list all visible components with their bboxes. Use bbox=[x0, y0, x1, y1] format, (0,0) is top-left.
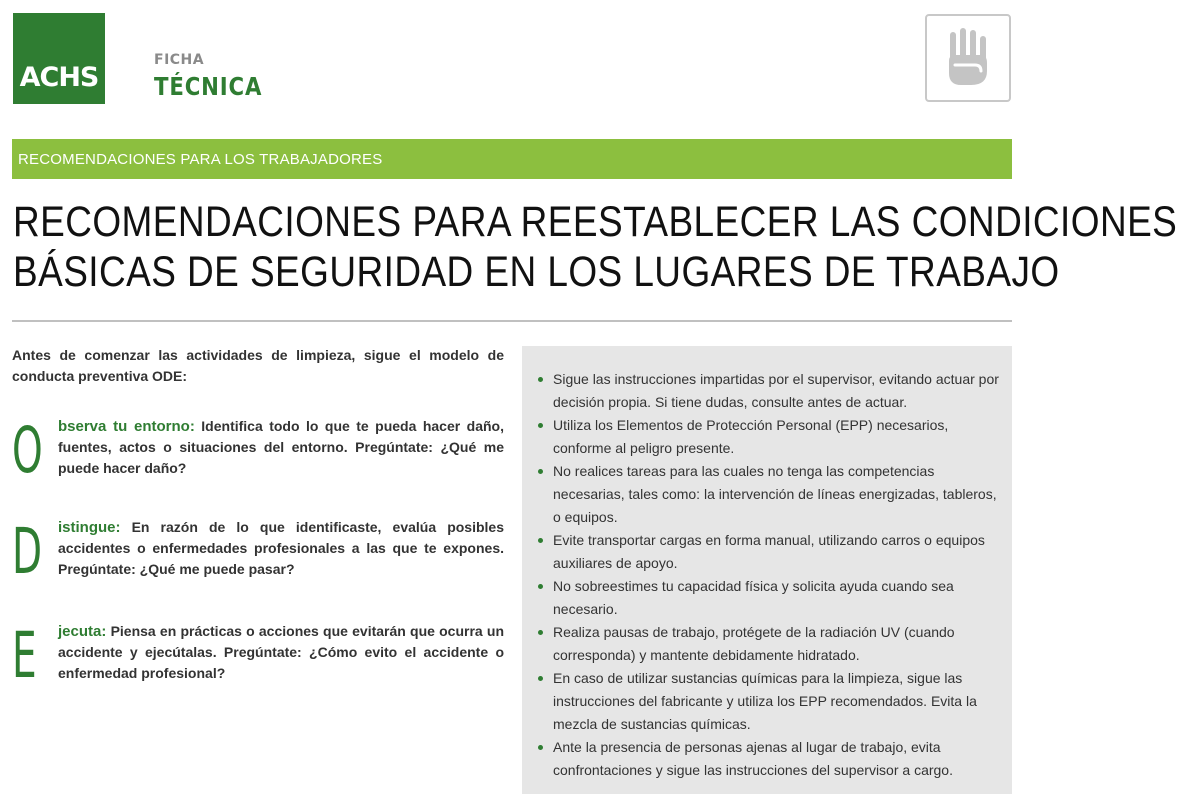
bullet-icon bbox=[538, 538, 543, 543]
list-item-text: No realices tareas para las cuales no tenga las competencias necesarias, tales como: la intervención de líneas energizadas, tableros, o equipos. bbox=[553, 463, 997, 525]
list-item bbox=[538, 368, 1000, 414]
ode-lead: istingue: bbox=[58, 519, 121, 536]
ode-item-ejecuta bbox=[12, 619, 504, 692]
recommendations-list bbox=[538, 368, 1000, 782]
list-item-text: No sobreestimes tu capacidad física y solicita ayuda cuando sea necesario. bbox=[553, 578, 954, 617]
ode-body: En razón de lo que identificaste, evalúa posibles accidentes o enfermedades profesionales a las que te expones. Pregúntate: ¿Qué me puede pasar? bbox=[58, 519, 504, 577]
logo-text: ACHS bbox=[19, 62, 99, 93]
bullet-icon bbox=[538, 630, 543, 635]
achs-logo bbox=[13, 13, 105, 104]
list-item bbox=[538, 736, 1000, 782]
bullet-icon bbox=[538, 377, 543, 382]
ode-letter: O bbox=[12, 414, 43, 487]
list-item-text: Utiliza los Elementos de Protección Personal (EPP) necesarios, conforme al peligro presente. bbox=[553, 417, 949, 456]
section-band-label: RECOMENDACIONES PARA LOS TRABAJADORES bbox=[18, 150, 383, 168]
ode-body: Piensa en prácticas o acciones que evitarán que ocurra un accidente y ejecútalas. Pregúntate: ¿Cómo evito el accidente o enfermedad profesional? bbox=[58, 623, 504, 681]
bullet-icon bbox=[538, 469, 543, 474]
section-band bbox=[12, 139, 1012, 179]
bullet-icon bbox=[538, 676, 543, 681]
list-item bbox=[538, 667, 1000, 736]
list-item bbox=[538, 529, 1000, 575]
document-title bbox=[13, 197, 1177, 297]
list-item bbox=[538, 621, 1000, 667]
ficha-label: FICHA bbox=[154, 52, 205, 68]
ode-lead: jecuta: bbox=[58, 623, 107, 640]
ode-letter: E bbox=[12, 619, 37, 692]
list-item-text: Sigue las instrucciones impartidas por el supervisor, evitando actuar por decisión propia. Si tiene dudas, consulte antes de actuar. bbox=[553, 371, 999, 410]
list-item-text: En caso de utilizar sustancias químicas para la limpieza, sigue las instrucciones del fabricante y utiliza los EPP recomendados. Evita la mezcla de sustancias químicas. bbox=[553, 670, 977, 732]
ode-item-text bbox=[58, 416, 504, 479]
ode-item-observa bbox=[12, 414, 504, 487]
bullet-icon bbox=[538, 423, 543, 428]
recommendations-panel bbox=[522, 346, 1012, 794]
ode-lead: bserva tu entorno: bbox=[58, 418, 195, 435]
list-item bbox=[538, 414, 1000, 460]
ode-item-distingue bbox=[12, 515, 504, 588]
list-item-text: Evite transportar cargas en forma manual, utilizando carros o equipos auxiliares de apoyo. bbox=[553, 532, 985, 571]
raised-hand-icon bbox=[925, 14, 1011, 102]
list-item-text: Realiza pausas de trabajo, protégete de la radiación UV (cuando corresponda) y mantente debidamente hidratado. bbox=[553, 624, 955, 663]
title-line-1: RECOMENDACIONES PARA REESTABLECER LAS CONDICIONES bbox=[13, 198, 1177, 246]
ode-body: Identifica todo lo que te pueda hacer daño, fuentes, actos o situaciones del entorno. Pregúntate: ¿Qué me puede hacer daño? bbox=[58, 418, 504, 476]
list-item-text: Ante la presencia de personas ajenas al lugar de trabajo, evita confrontaciones y sigue las instrucciones del supervisor a cargo. bbox=[553, 739, 953, 778]
list-item bbox=[538, 575, 1000, 621]
list-item bbox=[538, 460, 1000, 529]
title-divider bbox=[12, 320, 1012, 322]
bullet-icon bbox=[538, 745, 543, 750]
title-line-2: BÁSICAS DE SEGURIDAD EN LOS LUGARES DE TRABAJO bbox=[13, 248, 1060, 296]
ode-item-text bbox=[58, 517, 504, 580]
ode-item-text bbox=[58, 621, 504, 684]
bullet-icon bbox=[538, 584, 543, 589]
tecnica-label: TÉCNICA bbox=[154, 72, 263, 101]
intro-text: Antes de comenzar las actividades de limpieza, sigue el modelo de conducta preventiva ODE: bbox=[12, 347, 504, 384]
ode-letter: D bbox=[12, 515, 43, 588]
